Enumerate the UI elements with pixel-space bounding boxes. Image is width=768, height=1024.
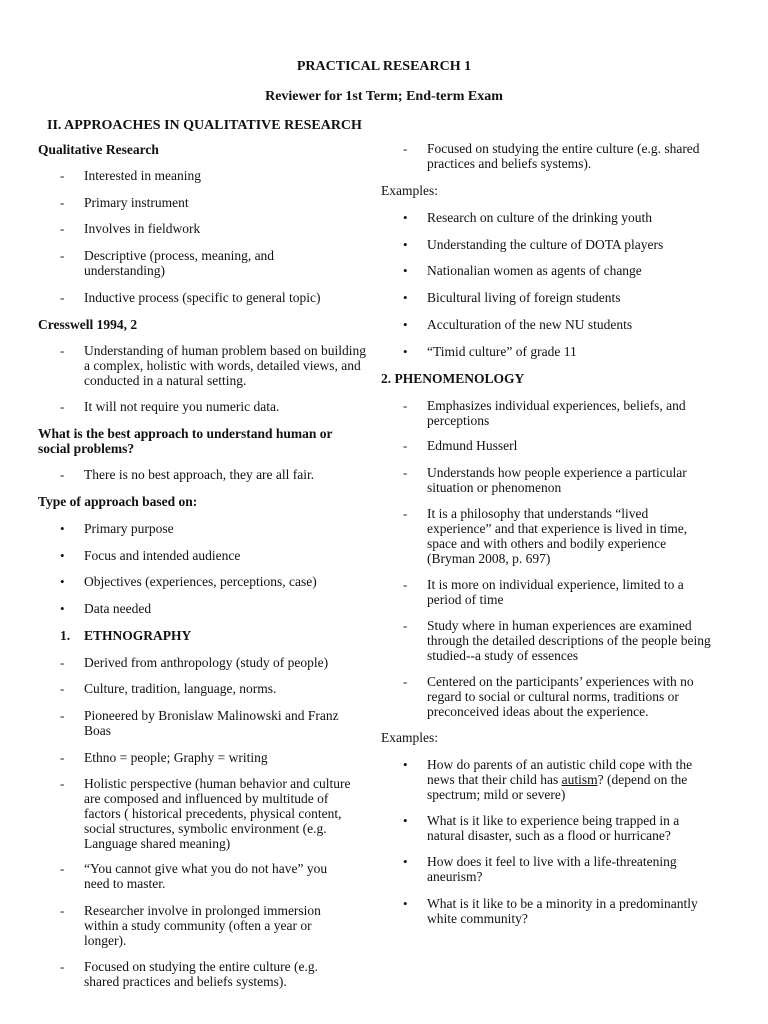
dash-marker: - [403,398,408,413]
list-item-text: Culture, tradition, language, norms. [84,681,277,696]
dash-marker: - [60,168,65,183]
bullet-marker: • [60,521,65,536]
list-item-text: Primary instrument [84,195,189,210]
list-item-text: Researcher involve in prolonged immersion within a study community (often a year or longer). [84,903,321,948]
list-item-text: Interested in meaning [84,168,201,183]
list-item-text: How do parents of an autistic child cope with the news that their child has autism? (depend on the spectrum; mild or severe) [427,757,693,802]
list-item-text: Inductive process (specific to general topic) [84,290,321,305]
list-item-text: Nationalian women as agents of change [427,263,642,278]
approach-type-heading: Type of approach based on: [38,494,198,509]
list-item-text: Understanding the culture of DOTA players [427,237,664,252]
bullet-marker: • [60,574,65,589]
dash-marker: - [403,618,408,633]
bullet-marker: • [403,263,408,278]
list-item-text: It is more on individual experience, limited to a period of time [427,577,684,607]
list-item-text: Acculturation of the new NU students [427,317,633,332]
bullet-marker: • [403,237,408,252]
dash-marker: - [403,577,408,592]
list-item-text: Descriptive (process, meaning, and understanding) [84,248,275,278]
dash-marker: - [60,861,65,876]
examples-label: Examples: [381,730,438,745]
dash-marker: - [60,195,65,210]
list-item-text: What is it like to experience being trapped in a natural disaster, such as a flood or hurricane? [427,813,680,843]
list-item-text: Bicultural living of foreign students [427,290,621,305]
list-item-text: It is a philosophy that understands “lived experience” and that experience is lived in time, space and with others and bodily experience (Bryman 2008, p. 697) [427,506,688,566]
dash-marker: - [403,438,408,453]
bullet-marker: • [403,290,408,305]
dash-marker: - [60,655,65,670]
list-item-text: Centered on the participants’ experiences with no regard to social or cultural norms, traditions or preconceived ideas about the experience. [427,674,694,719]
list-item-text: “You cannot give what you do not have” you need to master. [84,861,328,891]
dash-marker: - [60,467,65,482]
bullet-marker: • [403,317,408,332]
dash-marker: - [60,959,65,974]
list-item-text: Ethno = people; Graphy = writing [84,750,268,765]
dash-marker: - [60,776,65,791]
list-item-text: Study where in human experiences are examined through the detailed descriptions of the people being studied--a study of essences [427,618,711,663]
dash-marker: - [403,141,408,156]
bullet-marker: • [403,757,408,772]
list-item-text: Understanding of human problem based on building a complex, holistic with words, detailed views, and conducted in a natural setting. [84,343,366,388]
bullet-marker: • [403,210,408,225]
dash-marker: - [403,465,408,480]
dash-marker: - [60,681,65,696]
bullet-marker: • [403,344,408,359]
list-item-text: “Timid culture” of grade 11 [427,344,577,359]
examples-label: Examples: [381,183,438,198]
list-item-text: There is no best approach, they are all fair. [84,467,315,482]
bullet-marker: • [60,548,65,563]
cresswell-heading: Cresswell 1994, 2 [38,317,138,332]
dash-marker: - [60,290,65,305]
list-item-text: Edmund Husserl [427,438,518,453]
best-approach-heading: What is the best approach to understand human or social problems? [38,426,333,456]
list-item-text: Derived from anthropology (study of people) [84,655,329,670]
list-item-text: Holistic perspective (human behavior and culture are composed and influenced by multitude of factors ( historical precedents, physical content, social structures, symbolic environment (e.g. Language shared meaning) [84,776,351,851]
list-item-text: Research on culture of the drinking youth [427,210,652,225]
list-item-text: It will not require you numeric data. [84,399,280,414]
bullet-marker: • [60,601,65,616]
list-item-text: What is it like to be a minority in a predominantly white community? [427,896,698,926]
bullet-marker: • [403,813,408,828]
list-item-text: Data needed [84,601,152,616]
dash-marker: - [60,750,65,765]
list-item-text: Focused on studying the entire culture (e.g. shared practices and beliefs systems). [84,959,318,989]
list-item-text: How does it feel to live with a life-threatening aneurism? [427,854,677,884]
list-item-text: Pioneered by Bronislaw Malinowski and Franz Boas [84,708,339,738]
bullet-marker: • [403,854,408,869]
ethnography-heading: ETHNOGRAPHY [84,628,192,643]
qualitative-heading: Qualitative Research [38,142,159,157]
page-title: PRACTICAL RESEARCH 1 [296,59,472,74]
dash-marker: - [60,708,65,723]
dash-marker: - [60,248,65,263]
ethnography-number: 1. [60,628,71,643]
list-item-text: Emphasizes individual experiences, beliefs, and perceptions [427,398,686,428]
list-item-text: Involves in fieldwork [84,221,201,236]
page-subtitle: Reviewer for 1st Term; End-term Exam [265,89,503,104]
dash-marker: - [60,399,65,414]
list-item-text: Focused on studying the entire culture (e.g. shared practices and beliefs systems). [427,141,700,171]
dash-marker: - [403,506,408,521]
list-item-text: Primary purpose [84,521,174,536]
list-item-text: Understands how people experience a particular situation or phenomenon [427,465,687,495]
phenomenology-heading: 2. PHENOMENOLOGY [381,371,525,386]
dash-marker: - [403,674,408,689]
dash-marker: - [60,343,65,358]
bullet-marker: • [403,896,408,911]
dash-marker: - [60,903,65,918]
list-item-text: Focus and intended audience [84,548,241,563]
section-heading: II. APPROACHES IN QUALITATIVE RESEARCH [47,118,362,133]
dash-marker: - [60,221,65,236]
list-item-text: Objectives (experiences, perceptions, case) [84,574,317,589]
underlined-term: autism [561,772,598,787]
